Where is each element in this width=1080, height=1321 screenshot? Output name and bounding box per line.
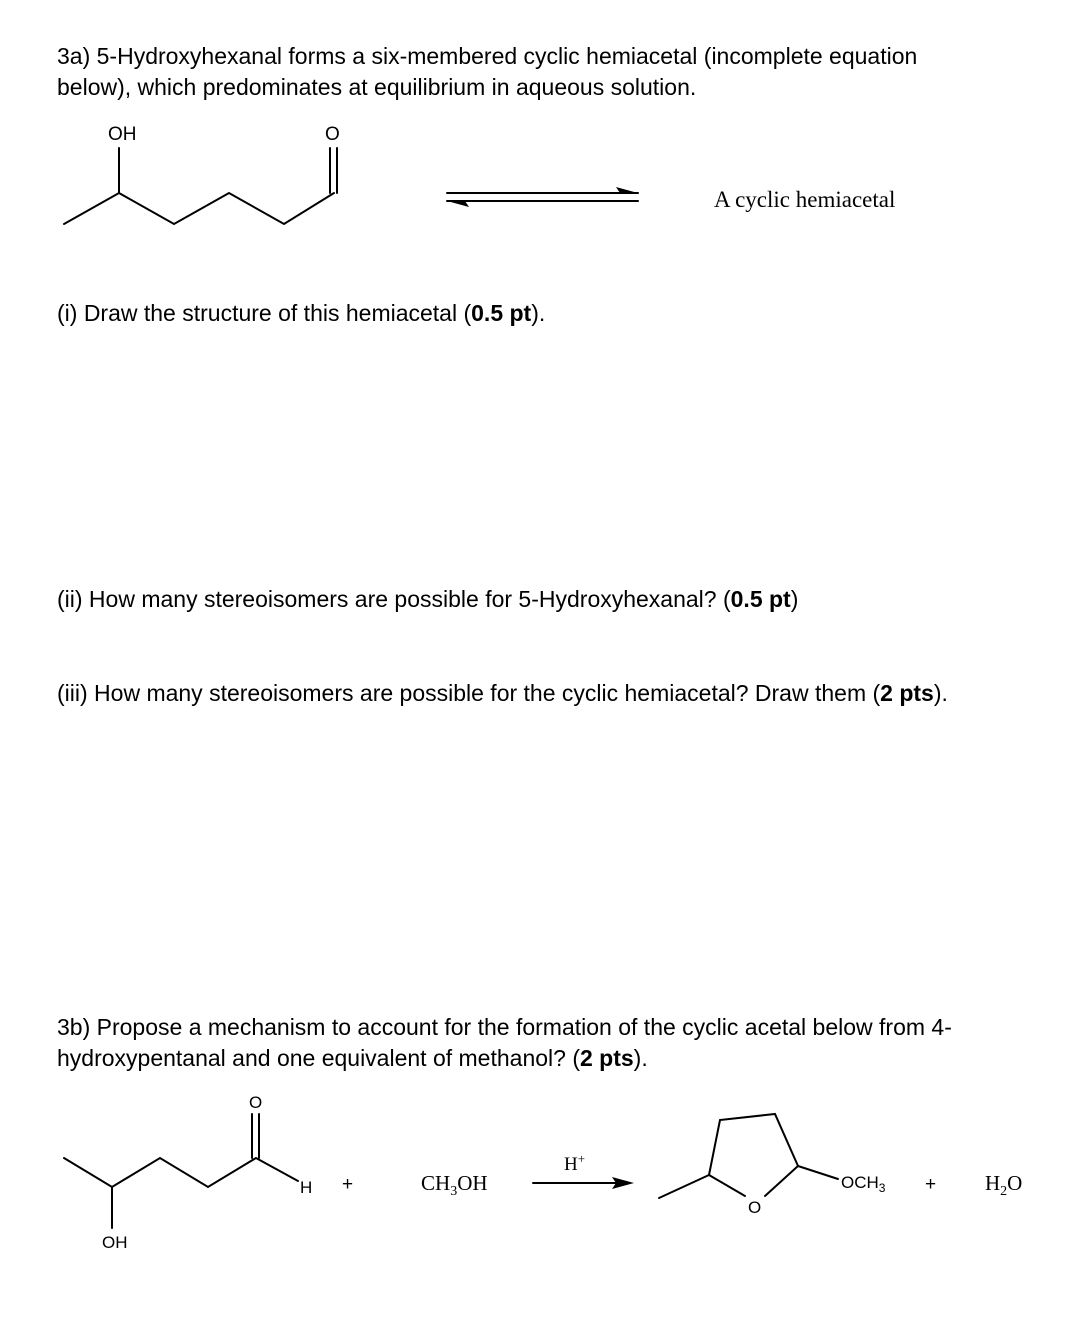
q3b-points: 2 pts — [579, 1045, 634, 1071]
q3a-part-ii: (ii) How many stereoisomers are possible for 5-Hydroxyhexanal? (0.5 pt) — [57, 586, 799, 612]
o-label: O — [325, 124, 340, 145]
q3a-reaction-scheme — [0, 110, 1080, 250]
hydroxy-oh-label: OH — [102, 1233, 128, 1252]
q3a-intro-line1: 3a) 5-Hydroxyhexanal forms a six-membered cyclic hemiacetal (incomplete equation — [57, 43, 918, 69]
q3a-part-i: (i) Draw the structure of this hemiacetal (0.5 pt). — [57, 300, 546, 326]
part-iii-points: 2 pts — [880, 680, 934, 706]
ring-o-label: O — [748, 1198, 762, 1217]
product-label: A cyclic hemiacetal — [714, 187, 896, 212]
och3-label: $OCH_3$ — [841, 1173, 886, 1195]
q3a-part-iii: (iii) How many stereoisomers are possible for the cyclic hemiacetal? Draw them (2 pts). — [57, 680, 948, 706]
part-ii-points: 0.5 pt — [730, 586, 791, 612]
part-i-points: 0.5 pt — [471, 300, 532, 326]
q3b-line1: 3b) Propose a mechanism to account for the formation of the cyclic acetal below from 4- — [57, 1014, 952, 1040]
aldehyde-h-label: H — [300, 1178, 313, 1197]
catalyst-label: H+ — [564, 1151, 586, 1175]
hydroxypentanal-skeleton — [64, 1158, 298, 1187]
water-label: $H_2O$ — [985, 1171, 1023, 1199]
q3b-reaction-scheme — [0, 1085, 1080, 1265]
q3a-intro-line2: below), which predominates at equilibrium in aqueous solution. — [57, 74, 697, 100]
methanol-label: $CH_3OH$ — [421, 1171, 488, 1199]
q3b-line2: hydroxypentanal and one equivalent of methanol? (2 pts). — [57, 1045, 648, 1071]
och3-bond — [798, 1166, 838, 1179]
ring-o-left-bond — [709, 1175, 745, 1196]
plus-2: + — [925, 1174, 937, 1195]
oh-label: OH — [108, 124, 137, 145]
methyl-bond — [659, 1175, 709, 1198]
aldehyde-o-label: O — [249, 1093, 263, 1112]
hydroxyhexanal-skeleton — [64, 193, 334, 224]
plus-1: + — [342, 1174, 354, 1195]
